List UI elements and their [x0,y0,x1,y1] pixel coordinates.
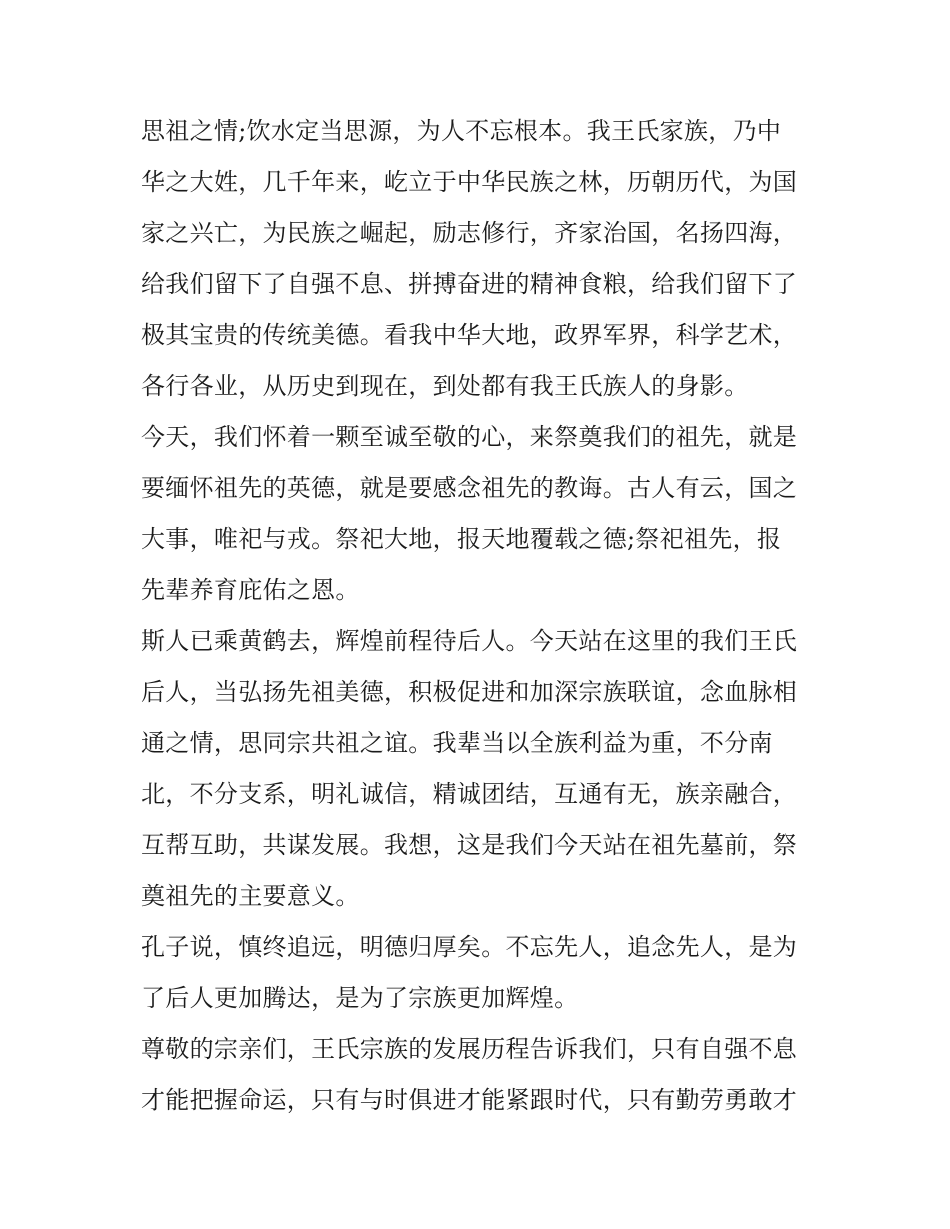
text-line: 先辈养育庇佑之恩。 [141,576,360,604]
text-line: 家之兴亡，为民族之崛起，励志修行，齐家治国，名扬四海， [141,219,798,247]
text-line: 北，不分支系，明礼诚信，精诚团结，互通有无，族亲融合， [141,780,798,808]
text-line: 思祖之情;饮水定当思源，为人不忘根本。我王氏家族，乃中 [141,117,782,145]
paragraph-1 [141,106,821,412]
paragraph-4 [141,922,821,1024]
text-line: 奠祖先的主要意义。 [141,882,360,910]
text-line: 孔子说，慎终追远，明德归厚矣。不忘先人，追念先人，是为 [141,933,798,961]
text-line: 各行各业，从历史到现在，到处都有我王氏族人的身影。 [141,372,749,400]
paragraph-5 [141,1024,821,1126]
text-line: 大事，唯祀与戎。祭祀大地，报天地覆载之德;祭祀祖先，报 [141,525,782,553]
text-line: 今天，我们怀着一颗至诚至敬的心，来祭奠我们的祖先，就是 [141,423,798,451]
text-line: 后人，当弘扬先祖美德，积极促进和加深宗族联谊，念血脉相 [141,678,798,706]
text-line: 给我们留下了自强不息、拼搏奋进的精神食粮，给我们留下了 [141,270,798,298]
text-line: 互帮互助，共谋发展。我想，这是我们今天站在祖先墓前，祭 [141,831,798,859]
text-line: 华之大姓，几千年来，屹立于中华民族之林，历朝历代，为国 [141,168,798,196]
text-line: 斯人已乘黄鹤去，辉煌前程待后人。今天站在这里的我们王氏 [141,627,798,655]
text-line: 才能把握命运，只有与时俱进才能紧跟时代，只有勤劳勇敢才 [141,1086,798,1114]
text-line: 要缅怀祖先的英德，就是要感念祖先的教诲。古人有云，国之 [141,474,798,502]
paragraph-2 [141,412,821,616]
text-line: 通之情，思同宗共祖之谊。我辈当以全族利益为重，不分南 [141,729,773,757]
text-line: 极其宝贵的传统美德。看我中华大地，政界军界，科学艺术， [141,321,798,349]
text-line: 了后人更加腾达，是为了宗族更加辉煌。 [141,984,579,1012]
document-body [141,106,821,1126]
paragraph-3 [141,616,821,922]
text-line: 尊敬的宗亲们，王氏宗族的发展历程告诉我们，只有自强不息 [141,1035,798,1063]
